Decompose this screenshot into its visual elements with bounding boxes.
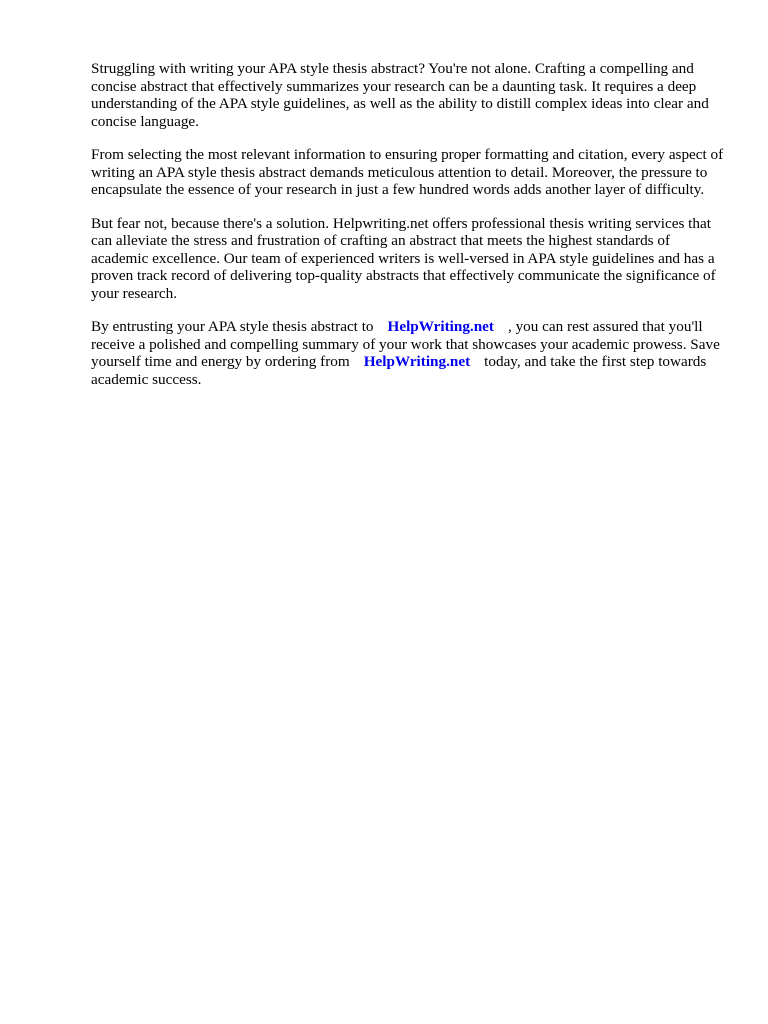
cta-text-part1: By entrusting your APA style thesis abstract to: [91, 318, 374, 335]
cta-text-part2: , you can rest assured that you'll receive a polished and compelling summary of your work that showcases your academic prowess. Save yourself time and energy by ordering from: [91, 318, 720, 370]
paragraph-challenges: From selecting the most relevant information to ensuring proper formatting and citation, every aspect of writing an APA style thesis abstract demands meticulous attention to detail. Moreover, the pressure to encapsulate the essence of your research in just a few hundred words adds another layer of difficulty.: [91, 146, 724, 198]
cta-text-part3: today, and take the first step towards academic success.: [91, 353, 707, 388]
paragraph-call-to-action: [91, 318, 731, 388]
paragraph-intro: Struggling with writing your APA style thesis abstract? You're not alone. Crafting a compelling and concise abstract that effectively summarizes your research can be a daunting task. It requires a deep understanding of the APA style guidelines, as well as the ability to distill complex ideas into clear and concise language.: [91, 60, 709, 130]
document-body: [91, 60, 731, 404]
helpwriting-link-1[interactable]: HelpWriting.net: [387, 318, 494, 335]
paragraph-solution: But fear not, because there's a solution. Helpwriting.net offers professional thesis writing services that can alleviate the stress and frustration of crafting an abstract that meets the highest standards of academic excellence. Our team of experienced writers is well-versed in APA style guidelines and has a proven track record of delivering top-quality abstracts that effectively communicate the significance of your research.: [91, 214, 716, 302]
helpwriting-link-2[interactable]: HelpWriting.net: [363, 353, 471, 370]
